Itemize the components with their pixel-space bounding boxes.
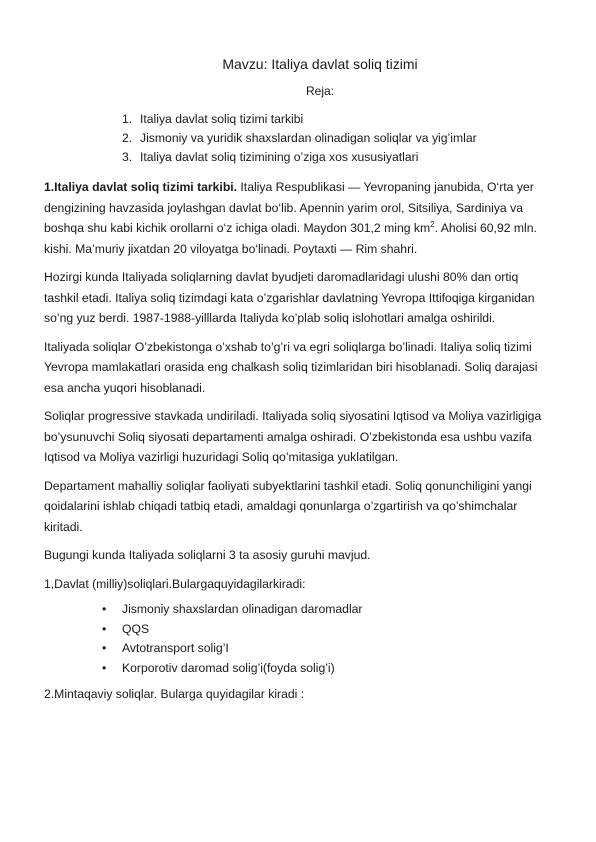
agenda-item	[122, 148, 552, 167]
list-item: • Jismoniy shaxslardan olinadigan daromadlar	[122, 600, 552, 620]
superscript: 2	[430, 219, 435, 229]
tax-list	[88, 600, 552, 678]
plan-heading: Reja:	[305, 84, 334, 98]
bullet-icon: •	[102, 621, 107, 636]
agenda-item	[122, 110, 552, 129]
paragraph-intro	[44, 177, 552, 259]
agenda-item	[122, 129, 552, 148]
document-title: Mavzu: Italiya davlat soliq tizimi	[222, 56, 418, 72]
agenda-text: Italiya davlat soliq tizimining o’ziga xos xususiyatlari	[140, 150, 419, 164]
agenda-text: Jismoniy va yuridik shaxslardan olinadigan soliqlar va yig’imlar	[140, 131, 477, 145]
paragraph-policy: Soliqlar progressive stavkada undiriladi. Italiyada soliq siyosatini Iqtisod va Moliya vazirligiga bo’ysunuvchi Soliq siyosati departamenti amalga oshiradi. O’zbekistonda esa ushbu vazifa Iqtisod va Moliya vazirligi huzuridagi Soliq qo’mitasiga yuklatilgan.	[44, 409, 542, 464]
agenda-number: 3.	[122, 150, 133, 164]
bullet-icon: •	[102, 602, 107, 616]
section-heading: 1.Italiya davlat soliq tizimi tarkibi.	[44, 180, 238, 194]
agenda-number: 2.	[122, 131, 133, 145]
paragraph-groups: Bugungi kunda Italiyada soliqlarni 3 ta asosiy guruhi mavjud.	[44, 548, 371, 562]
list-item: • Avtotransport solig’I	[122, 639, 552, 659]
agenda-number: 1.	[122, 112, 133, 126]
paragraph-share: Hozirgi kunda Italiyada soliqlarning davlat byudjeti daromadlaridagi ulushi 80% dan ortiq tashkil etadi. Italiya soliq tizimdagi kata o’zgarishlar davlatning Yevropa Ittifoqiga kirganidan so’ng yuz berdi. 1987-1988-yilllarda Italiyda ko’plab soliq islohotlari amalga oshirildi.	[44, 270, 535, 325]
list-item: • QQS	[122, 620, 552, 640]
paragraph-text: Italiya Respublikasi — Yevropaning janubida, O‘rta yer dengizining havzasida joylashgan davlat bo‘lib. Apennin yarim orol, Sitsiliya, Sardiniya va boshqa shu kabi kichik orollarni o‘z ichiga oladi. Maydon 301,2 ming km	[44, 180, 534, 235]
list-item: • Korporotiv daromad solig’i(foyda solig’i)	[122, 659, 552, 679]
agenda-text: Italiya davlat soliq tizimi tarkibi	[140, 112, 304, 126]
paragraph-text: . Aholisi 60,92 mln. kishi. Ma’muriy jixatdan 20 viloyatga bo‘linadi. Poytaxti — Rim shahri.	[44, 221, 537, 256]
agenda-list	[88, 110, 552, 167]
paragraph-national-taxes: 1,Davlat (milliy)soliqlari.Bulargaquyidagilarkiradi:	[44, 576, 306, 591]
paragraph-types: Italiyada soliqlar O’zbekistonga o’xshab to’g’ri va egri soliqlarga bo’linadi. Italiya soliq tizimi Yevropa mamlakatlari orasida eng chalkash soliq tizimlaridan biri hisoblanadi. Soliq darajasi esa ancha yuqori hisoblanadi.	[44, 339, 538, 395]
paragraph-department: Departament mahalliy soliqlar faoliyati subyektlarini tashkil etadi. Soliq qonunchiligini yangi qoidalarini ishlab chiqadi tatbiq etadi, amaldagi qonunlarga o’zgartirish va qo’shimchalar kiritadi.	[44, 478, 532, 534]
bullet-icon: •	[102, 660, 107, 675]
paragraph-regional-taxes: 2.Mintaqaviy soliqlar. Bularga quyidagilar kiradi :	[44, 687, 305, 701]
bullet-icon: •	[102, 641, 107, 655]
